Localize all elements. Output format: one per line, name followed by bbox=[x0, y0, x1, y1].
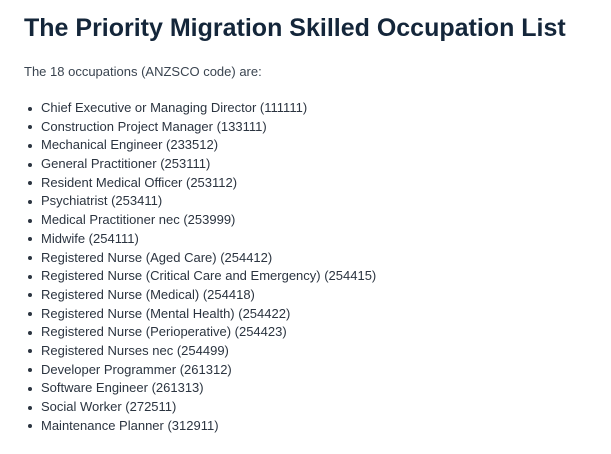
list-item bbox=[24, 118, 376, 137]
list-item bbox=[24, 379, 376, 398]
bullet-icon bbox=[28, 312, 32, 316]
bullet-icon bbox=[28, 424, 32, 428]
occupation-label: Psychiatrist (253411) bbox=[41, 193, 163, 209]
bullet-icon bbox=[28, 200, 32, 204]
list-item bbox=[24, 305, 376, 324]
bullet-icon bbox=[28, 163, 32, 167]
bullet-icon bbox=[28, 237, 32, 241]
occupation-label: Registered Nurse (Aged Care) (254412) bbox=[41, 249, 273, 265]
occupation-label: Midwife (254111) bbox=[41, 230, 139, 246]
intro-text: The 18 occupations (ANZSCO code) are: bbox=[24, 64, 262, 79]
bullet-icon bbox=[28, 125, 32, 129]
bullet-icon bbox=[28, 387, 32, 391]
list-item bbox=[24, 267, 376, 286]
list-item bbox=[24, 155, 376, 174]
occupation-label: Registered Nurses nec (254499) bbox=[41, 342, 229, 358]
bullet-icon bbox=[28, 256, 32, 260]
occupation-label: Medical Practitioner nec (253999) bbox=[41, 212, 236, 228]
bullet-icon bbox=[28, 219, 32, 223]
bullet-icon bbox=[28, 107, 32, 111]
bullet-icon bbox=[28, 331, 32, 335]
page-title: The Priority Migration Skilled Occupation List bbox=[24, 14, 566, 42]
list-item bbox=[24, 361, 376, 380]
occupation-label: Social Worker (272511) bbox=[41, 399, 177, 414]
occupation-label: Maintenance Planner (312911) bbox=[41, 417, 219, 433]
occupation-label: Registered Nurse (Medical) (254418) bbox=[41, 286, 255, 302]
occupation-label: Chief Executive or Managing Director (111111) bbox=[41, 100, 308, 115]
occupation-label: Software Engineer (261313) bbox=[41, 380, 204, 396]
list-item bbox=[24, 230, 376, 249]
occupation-label: General Practitioner (253111) bbox=[41, 156, 211, 172]
list-item bbox=[24, 174, 376, 193]
list-item bbox=[24, 417, 376, 436]
occupation-label: Registered Nurse (Critical Care and Emergency) (254415) bbox=[41, 268, 377, 284]
list-item bbox=[24, 192, 376, 211]
bullet-icon bbox=[28, 406, 32, 410]
occupation-label: Construction Project Manager (133111) bbox=[41, 118, 267, 134]
occupation-label: Registered Nurse (Mental Health) (254422) bbox=[41, 305, 291, 321]
bullet-icon bbox=[28, 349, 32, 353]
list-item bbox=[24, 286, 376, 305]
bullet-icon bbox=[28, 293, 32, 297]
occupation-label: Mechanical Engineer (233512) bbox=[41, 137, 219, 153]
occupation-label: Resident Medical Officer (253112) bbox=[41, 174, 238, 190]
list-item bbox=[24, 323, 376, 342]
list-item bbox=[24, 398, 376, 417]
bullet-icon bbox=[28, 275, 32, 279]
list-item bbox=[24, 249, 376, 268]
bullet-icon bbox=[28, 181, 32, 185]
bullet-icon bbox=[28, 368, 32, 372]
occupation-list bbox=[24, 99, 376, 435]
bullet-icon bbox=[28, 144, 32, 148]
list-item bbox=[24, 211, 376, 230]
occupation-label: Registered Nurse (Perioperative) (254423) bbox=[41, 324, 287, 340]
list-item bbox=[24, 99, 376, 118]
occupation-label: Developer Programmer (261312) bbox=[41, 361, 232, 377]
list-item bbox=[24, 136, 376, 155]
list-item bbox=[24, 342, 376, 361]
